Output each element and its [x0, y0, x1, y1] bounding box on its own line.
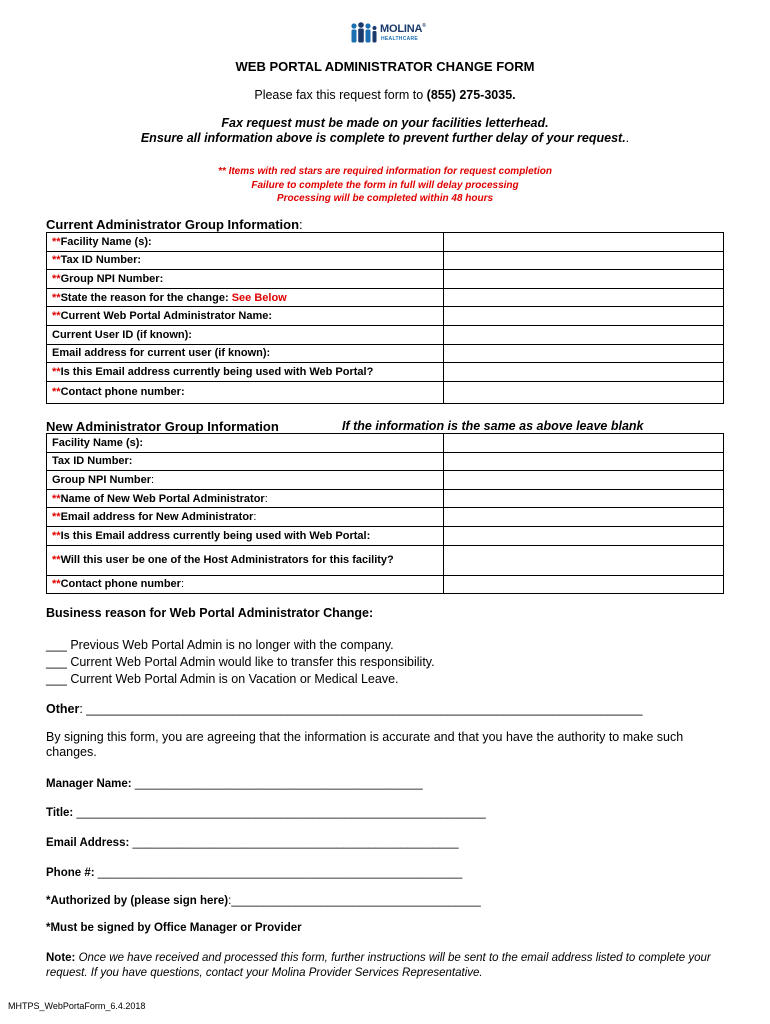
table-row — [47, 471, 724, 490]
field-label: Tax ID Number: — [47, 452, 444, 471]
field-value-input[interactable] — [444, 325, 724, 344]
same-info-note: If the information is the same as above leave blank — [342, 419, 644, 433]
table-row — [47, 545, 724, 575]
field-value-input[interactable] — [444, 344, 724, 363]
field-value-input[interactable] — [444, 434, 724, 453]
logo-subtitle: HEALTHCARE — [381, 36, 419, 42]
failure-note: Failure to complete the form in full will delay processing — [251, 180, 519, 191]
field-label: Facility Name (s): — [47, 434, 444, 453]
field-value-input[interactable] — [444, 471, 724, 490]
table-row — [47, 381, 724, 403]
table-row — [47, 363, 724, 382]
required-stars: ** — [52, 492, 61, 505]
see-below-link: See Below — [231, 291, 287, 304]
current-admin-heading: Current Administrator Group Information: — [46, 217, 303, 232]
field-value-input[interactable] — [444, 489, 724, 508]
required-stars: ** — [52, 511, 61, 524]
phone-field[interactable]: Phone #: _________________________________________________________ — [46, 867, 463, 879]
new-admin-table — [46, 433, 724, 594]
field-value-input[interactable] — [444, 508, 724, 527]
field-value-input[interactable] — [444, 452, 724, 471]
current-admin-table — [46, 232, 724, 404]
agreement-text: By signing this form, you are agreeing that the information is accurate and that you have the authority to make such changes. — [46, 730, 684, 759]
field-label: Group NPI Number: — [47, 471, 444, 490]
field-value-input[interactable] — [444, 363, 724, 382]
title-field[interactable]: Title: ________________________________________________________________ — [46, 807, 486, 819]
field-value-input[interactable] — [444, 381, 724, 403]
table-row — [47, 434, 724, 453]
business-reason-heading: Business reason for Web Portal Administrator Change: — [46, 606, 374, 620]
field-label: **Contact phone number: — [47, 381, 444, 403]
required-stars: ** — [52, 310, 61, 323]
field-value-input[interactable] — [444, 251, 724, 270]
table-row — [47, 508, 724, 527]
form-title: WEB PORTAL ADMINISTRATOR CHANGE FORM — [235, 59, 535, 74]
field-value-input[interactable] — [444, 270, 724, 289]
table-row — [47, 325, 724, 344]
table-row — [47, 575, 724, 594]
option-previous-admin[interactable]: ___ Previous Web Portal Admin is no longer with the company. — [46, 638, 394, 652]
molina-logo — [350, 20, 430, 46]
field-label: **Email address for New Administrator: — [47, 508, 444, 527]
closing-note: Note: Once we have received and processed this form, further instructions will be sent to the email address listed to complete your request. If you have questions, contact your Molina Provider Services Representative. — [46, 952, 711, 979]
table-row — [47, 233, 724, 252]
table-row — [47, 526, 724, 545]
table-row — [47, 251, 724, 270]
processing-note: Processing will be completed within 48 hours — [276, 193, 494, 204]
logo-wordmark: MOLINA® — [380, 23, 426, 35]
field-value-input[interactable] — [444, 526, 724, 545]
fax-number: (855) 275-3035. — [426, 88, 516, 102]
table-row — [47, 270, 724, 289]
signature-field[interactable]: *Authorized by (please sign here):_______________________________________ — [46, 895, 481, 907]
table-row — [47, 288, 724, 307]
field-label: **Is this Email address currently being used with Web Portal: — [47, 526, 444, 545]
table-row — [47, 307, 724, 326]
form-id-footer: MHTPS_WebPortaForm_6.4.2018 — [8, 1001, 146, 1011]
table-row — [47, 489, 724, 508]
field-value-input[interactable] — [444, 545, 724, 575]
letterhead-warning: Fax request must be made on your facilities letterhead. — [221, 116, 549, 130]
table-row — [47, 452, 724, 471]
required-stars: ** — [52, 554, 61, 567]
fax-instruction: Please fax this request form to (855) 275-3035. — [254, 88, 516, 102]
field-label: **Name of New Web Portal Administrator: — [47, 489, 444, 508]
field-label: **Will this user be one of the Host Administrators for this facility? — [47, 545, 444, 575]
people-figures-icon — [350, 22, 378, 44]
email-address-field[interactable]: Email Address: ___________________________________________________ — [46, 837, 459, 849]
field-value-input[interactable] — [444, 233, 724, 252]
field-label: Email address for current user (if known): — [47, 344, 444, 363]
field-label: **Is this Email address currently being used with Web Portal? — [47, 363, 444, 382]
required-stars: ** — [52, 365, 61, 378]
field-label: **Contact phone number: — [47, 575, 444, 594]
field-value-input[interactable] — [444, 575, 724, 594]
field-label: **Facility Name (s): — [47, 233, 444, 252]
required-stars: ** — [52, 254, 61, 267]
required-stars: ** — [52, 272, 61, 285]
required-stars: ** — [52, 578, 61, 591]
field-label: **Group NPI Number: — [47, 270, 444, 289]
option-leave[interactable]: ___ Current Web Portal Admin is on Vacation or Medical Leave. — [46, 672, 399, 686]
field-label: **Current Web Portal Administrator Name: — [47, 307, 444, 326]
required-note: ** Items with red stars are required information for request completion — [218, 166, 552, 177]
required-stars: ** — [52, 386, 61, 399]
must-sign-note: *Must be signed by Office Manager or Provider — [46, 922, 302, 934]
field-label: **State the reason for the change: See Below — [47, 288, 444, 307]
required-stars: ** — [52, 291, 61, 304]
required-stars: ** — [52, 235, 61, 248]
manager-name-field[interactable]: Manager Name: _____________________________________________ — [46, 778, 423, 790]
field-value-input[interactable] — [444, 307, 724, 326]
new-admin-heading: New Administrator Group Information — [46, 419, 279, 434]
field-value-input[interactable] — [444, 288, 724, 307]
complete-warning: Ensure all information above is complete to prevent further delay of your request.. — [140, 131, 630, 145]
field-label: Current User ID (if known): — [47, 325, 444, 344]
field-label: **Tax ID Number: — [47, 251, 444, 270]
required-stars: ** — [52, 529, 61, 542]
table-row — [47, 344, 724, 363]
other-field[interactable]: Other: ________________________________________________________________________________ — [46, 702, 643, 716]
option-transfer[interactable]: ___ Current Web Portal Admin would like to transfer this responsibility. — [46, 655, 435, 669]
